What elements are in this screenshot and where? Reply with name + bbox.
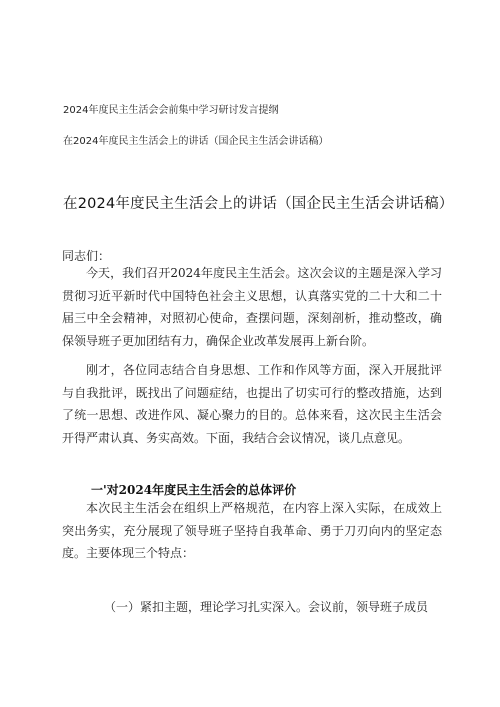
paragraph-review: 刚才，各位同志结合自身思想、工作和作风等方面，深入开展批评与自我批评，既找出了问题症结，也提出了切实可行的整改措施，达到了统一思想、改进作风、凝心聚力的目的。总体来看，这次民主生活会开得严肃认真、务实高效。下面，我结合会议情况，谈几点意见。 [62, 363, 442, 446]
paragraph-opening: 今天，我们召开2024年度民主生活会。这次会议的主题是深入学习贯彻习近平新时代中国特色社会主义思想，认真落实党的二十大和二十届三中全会精神，对照初心使命，查摆问题，深刻剖析，推动整改，确保领导班子更加团结有力，确保企业改革发展再上新台阶。 [62, 266, 442, 349]
subsection-heading-theory-study: （一）紧扣主题，理论学习扎实深入。会议前，领导班子成员 [104, 600, 429, 614]
document-title: 在2024年度民主生活会上的讲话（国企民主生活会讲话稿） [63, 196, 454, 212]
salutation: 同志们： [62, 249, 111, 263]
section-heading-overall-evaluation: 一'对2024年度民主生活会的总体评价 [91, 483, 297, 497]
paragraph-evaluation: 本次民主生活会在组织上严格规范，在内容上深入实际，在成效上突出务实，充分展现了领导班子坚持自我革命、勇于刀刃向内的坚定态度。主要体现三个特点： [62, 501, 442, 561]
toc-entry-speech[interactable]: 在2024年度民主生活会上的讲话（国企民主生活会讲话稿） [63, 136, 329, 147]
toc-entry-study-outline[interactable]: 2024年度民主生活会会前集中学习研讨发言提纲 [63, 105, 279, 116]
